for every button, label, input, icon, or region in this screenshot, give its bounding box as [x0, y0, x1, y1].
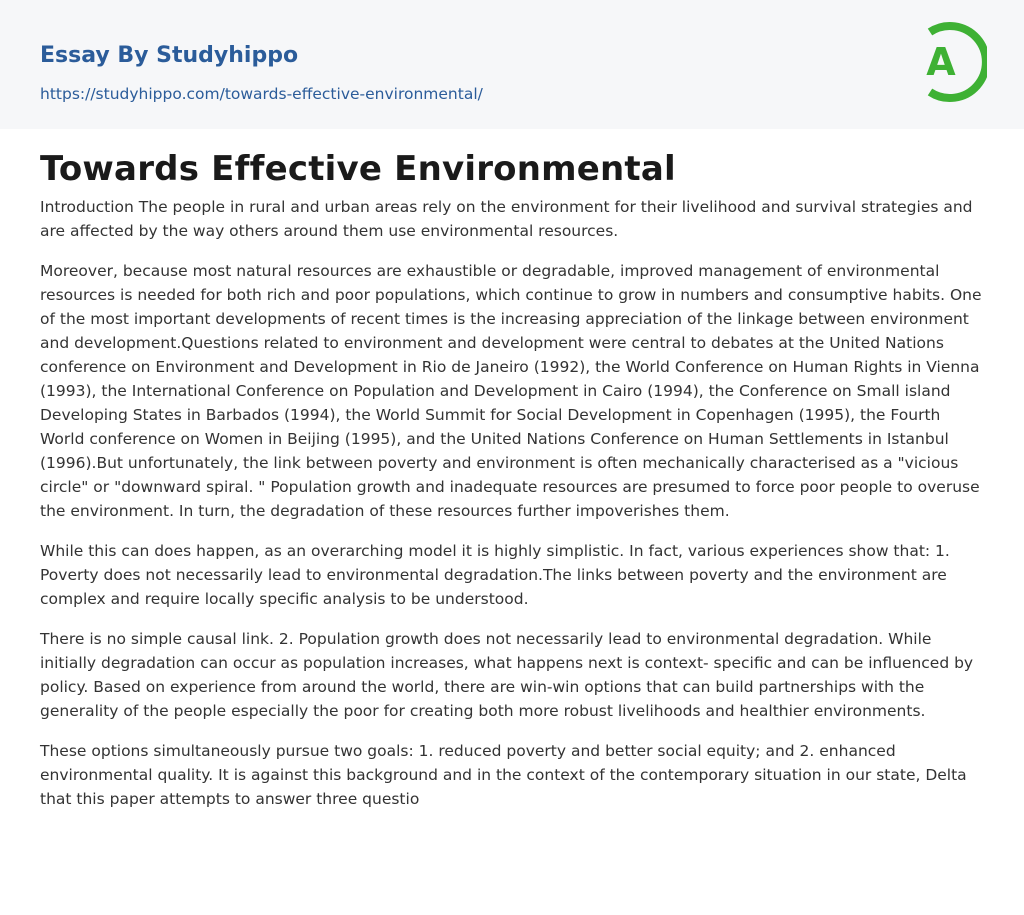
site-header [0, 0, 1024, 129]
logo-letter: A [926, 40, 956, 84]
article-title: Towards Effective Environmental [40, 149, 676, 189]
article-body [0, 129, 1024, 811]
article-paragraph: While this can does happen, as an overarching model it is highly simplistic. In fact, various experiences show that: 1. Poverty does not necessarily lead to environmental degradation.The links between poverty and the environment are complex and require locally specific analysis to be understood. [40, 542, 950, 608]
article-paragraph: These options simultaneously pursue two goals: 1. reduced poverty and better social equity; and 2. enhanced environmental quality. It is against this background and in the context of the contemporary situation in our state, Delta that this paper attempts to answer three questio [40, 742, 967, 808]
article-paragraph: Moreover, because most natural resources are exhaustible or degradable, improved management of environmental resources is needed for both rich and poor populations, which continue to grow in numbers and consumptive habits. One of the most important developments of recent times is the increasing appreciation of the linkage between environment and development.Questions related to environment and development were central to debates at the United Nations conference on Environment and Development in Rio de Janeiro (1992), the World Conference on Human Rights in Vienna (1993), the International Conference on Population and Development in Cairo (1994), the Conference on Small island Developing States in Barbados (1994), the World Summit for Social Development in Copenhagen (1995), the Fourth World conference on Women in Beijing (1995), and the United Nations Conference on Human Settlements in Istanbul (1996).But unfortunately, the link between poverty and environment is often mechanically characterised as a "vicious circle" or "downward spiral. " Population growth and inadequate resources are presumed to force poor people to overuse the environment. In turn, the degradation of these resources further impoverishes them. [40, 262, 982, 520]
article-paragraph: Introduction The people in rural and urban areas rely on the environment for their livelihood and survival strategies and are affected by the way others around them use environmental resources. [40, 198, 973, 240]
article-paragraph: There is no simple causal link. 2. Population growth does not necessarily lead to environmental degradation. While initially degradation can occur as population increases, what happens next is context- specific and can be influenced by policy. Based on experience from around the world, there are win-win options that can build partnerships with the generality of the people especially the poor for creating both more robust livelihoods and healthier environments. [40, 630, 974, 720]
essay-url-link[interactable]: https://studyhippo.com/towards-effective-environmental/ [40, 85, 483, 103]
studyhippo-a-logo-icon[interactable] [911, 19, 987, 105]
brand-title[interactable]: Essay By Studyhippo [40, 43, 299, 68]
